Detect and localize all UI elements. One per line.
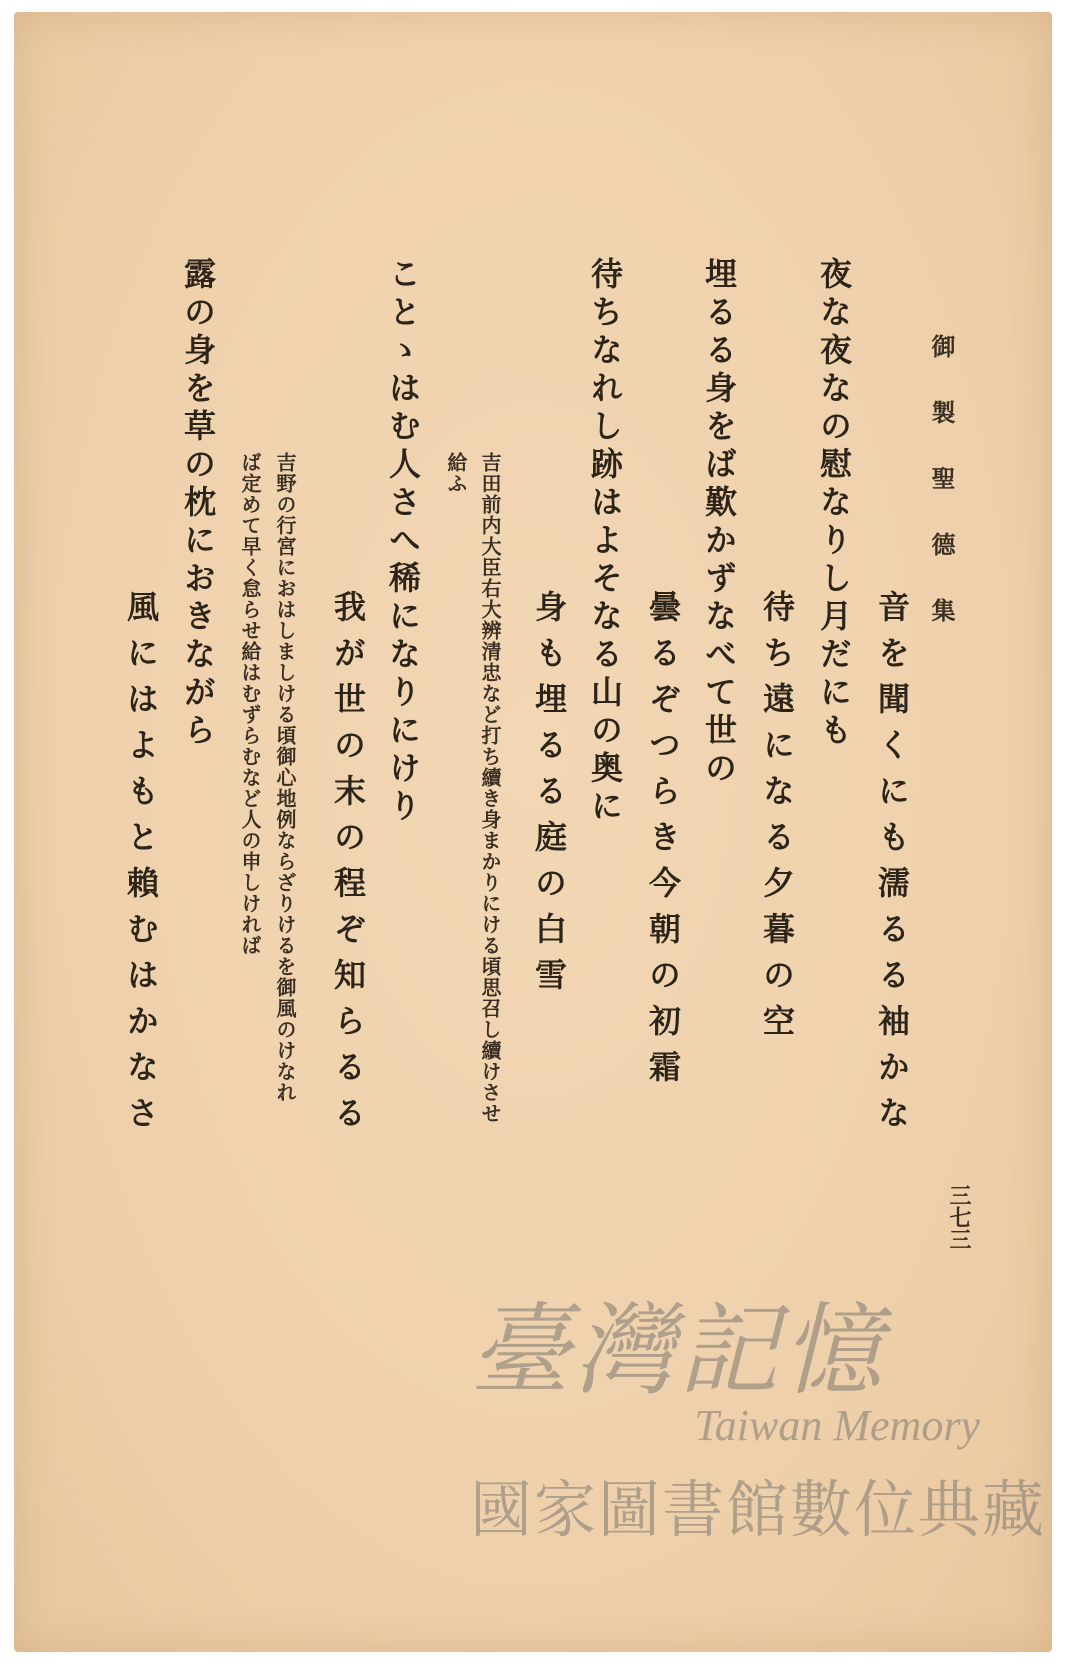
poem-line-2: 夜な夜なの慰なりし月だにも	[815, 257, 853, 751]
poem-line-6: 待ちなれし跡はよそなる山の奥に	[586, 257, 624, 827]
watermark-english: Taiwan Memory	[694, 1401, 980, 1450]
poem-line-7: 身も埋るる庭の白雪	[530, 590, 568, 1004]
watermark-logo: 臺灣記憶	[470, 1292, 886, 1409]
running-header: 御製聖德集	[927, 334, 956, 664]
watermark	[470, 1270, 1047, 1546]
poem-line-8: ことゝはむ人さへ稀になりにけり	[384, 257, 422, 827]
poem-line-4: 埋るる身をば歎かずなべて世の	[700, 257, 738, 789]
poem-line-11: 風にはよもと賴むはかなさ	[122, 590, 160, 1142]
note-line-4: ば定めて早く怠らせ給はむずらむなど人の申しければ	[238, 452, 262, 956]
poem-line-1: 音を聞くにも濡るる袖かな	[873, 590, 911, 1142]
poem-line-10: 露の身を草の枕におきながら	[179, 257, 217, 751]
poem-line-9: 我が世の末の程ぞ知らるる	[329, 590, 367, 1142]
note-line-3: 吉野の行宮におはしましける頃御心地例ならざりけるを御風のけなれ	[273, 452, 297, 1103]
poem-line-3: 待ち遠になる夕暮の空	[758, 590, 796, 1050]
watermark-chinese: 國家圖書館數位典藏	[470, 1473, 1047, 1546]
note-line-1: 吉田前内大臣右大辨清忠など打ち續き身まかりにける頃思召し續けさせ	[478, 452, 502, 1124]
note-line-2: 給ふ	[444, 452, 468, 494]
page-number: 三七三	[946, 1184, 972, 1250]
poem-line-5: 曇るぞつらき今朝の初霜	[644, 590, 682, 1096]
